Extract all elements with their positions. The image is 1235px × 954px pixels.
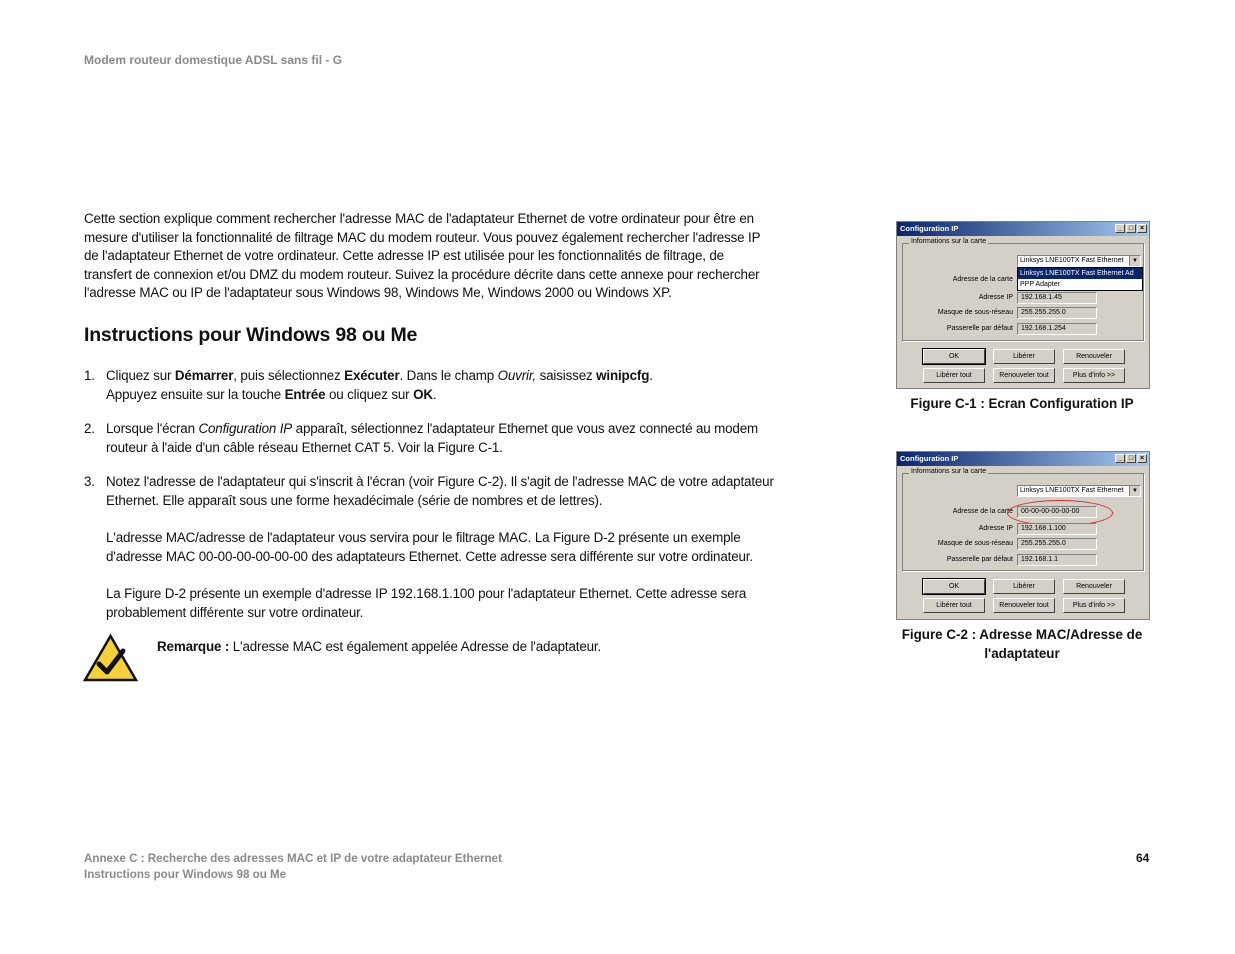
footer-section: Instructions pour Windows 98 ou Me [84, 868, 287, 881]
dialog-titlebar [897, 222, 1149, 236]
checkmark-note-icon [83, 634, 138, 682]
gateway-field: 192.168.1.254 [1017, 323, 1097, 335]
ip-config-dialog-1 [896, 221, 1150, 389]
mask-field: 255.255.255.0 [1017, 538, 1097, 550]
text: . [649, 368, 653, 383]
note-label: Remarque : [157, 639, 230, 654]
dialog-titlebar [897, 452, 1149, 466]
footer-chapter: Annexe C : Recherche des adresses MAC et IP de votre adaptateur Ethernet [84, 852, 502, 865]
text: apparaît, sélectionnez l'adaptateur Ethernet que vous avez connecté au modem routeur à l'aide d'un câble réseau Ethernet CAT 5. Voir la Figure C-1. [106, 421, 759, 455]
text: . Dans le champ [399, 368, 498, 383]
step-3-paragraph-1: Notez l'adresse de l'adaptateur qui s'inscrit à l'écran (voir Figure C-2). Il s'agit de l'adresse MAC de votre adaptateur Ethernet. Elle apparaît sous une forme hexadécimale (série de nombres et de lettres). [106, 474, 774, 508]
adapter-select-value: Linksys LNE100TX Fast Ethernet [1020, 257, 1124, 264]
adapter-dropdown-list [1017, 267, 1143, 291]
section-title: Instructions pour Windows 98 ou Me [84, 324, 418, 346]
release-all-button[interactable]: Libérer tout [923, 368, 985, 383]
step-3-paragraph-2: L'adresse MAC/adresse de l'adaptateur vous servira pour le filtrage MAC. La Figure D-2 présente un exemple d'adresse MAC 00-00-00-00-00-00 des adaptateurs Ethernet. Cette adresse sera différente sur votre ordinateur. [106, 530, 753, 564]
renew-button[interactable]: Renouveler [1063, 349, 1125, 364]
bold-text: Démarrer [174, 368, 234, 383]
chevron-down-icon[interactable]: ▼ [1129, 486, 1140, 496]
step-3-paragraph-3: La Figure D-2 présente un exemple d'adresse IP 192.168.1.100 pour l'adaptateur Ethernet. Cette adresse sera probablement différente sur votre ordinateur. [106, 586, 747, 620]
text: Lorsque l'écran [106, 421, 199, 436]
step-number: 3. [84, 474, 95, 489]
step-number: 1. [84, 368, 95, 383]
gateway-field: 192.168.1.1 [1017, 554, 1097, 566]
footer [84, 851, 502, 883]
adapter-select-value: Linksys LNE100TX Fast Ethernet [1020, 487, 1124, 494]
ip-config-dialog-2 [896, 451, 1150, 620]
minimize-icon[interactable]: _ [1115, 454, 1125, 463]
page-number: 64 [1136, 851, 1150, 865]
more-info-button[interactable]: Plus d'info >> [1063, 598, 1125, 613]
renew-all-button[interactable]: Renouveler tout [993, 368, 1055, 383]
note-text: L'adresse MAC est également appelée Adresse de l'adaptateur. [229, 639, 602, 654]
more-info-button[interactable]: Plus d'info >> [1063, 368, 1125, 383]
dialog-title: Configuration IP [900, 224, 959, 233]
group-label: Informations sur la carte [911, 238, 987, 245]
italic-text: Ouvrir, [497, 368, 536, 383]
gateway-label: Passerelle par défaut [946, 556, 1013, 563]
mask-label: Masque de sous-réseau [937, 309, 1013, 316]
adapter-label: Adresse de la carte [952, 276, 1013, 283]
dropdown-option[interactable]: PPP Adapter [1020, 281, 1060, 288]
bold-text: Entrée [284, 386, 326, 402]
italic-text: Configuration IP [198, 421, 293, 436]
step-1 [84, 367, 774, 404]
text: . [432, 386, 437, 402]
mask-field: 255.255.255.0 [1017, 307, 1097, 319]
figure-c2-caption [896, 625, 1148, 663]
chevron-down-icon[interactable]: ▼ [1129, 256, 1140, 266]
adapter-select[interactable] [1017, 485, 1141, 497]
caption-line: l'adaptateur [984, 646, 1060, 661]
text: ou cliquez sur [325, 386, 414, 402]
group-label: Informations sur la carte [911, 468, 987, 475]
close-icon[interactable]: × [1137, 224, 1147, 233]
step-3 [84, 473, 774, 623]
ip-field: 192.168.1.45 [1017, 292, 1097, 304]
bold-text: OK [413, 386, 433, 402]
text: saisissez [536, 368, 597, 383]
minimize-icon[interactable]: _ [1115, 224, 1125, 233]
text: , puis sélectionnez [233, 368, 345, 383]
note [157, 638, 757, 657]
renew-button[interactable]: Renouveler [1063, 579, 1125, 594]
text: Appuyez ensuite sur la touche [106, 386, 285, 402]
mask-label: Masque de sous-réseau [937, 540, 1013, 547]
step-number: 2. [84, 421, 95, 436]
bold-text: Exécuter [344, 368, 400, 383]
figure-c1-caption: Figure C-1 : Ecran Configuration IP [910, 396, 1134, 411]
dropdown-option-selected[interactable]: Linksys LNE100TX Fast Ethernet Ad [1018, 268, 1142, 279]
gateway-label: Passerelle par défaut [946, 325, 1013, 332]
ok-button[interactable]: OK [923, 349, 985, 364]
maximize-icon[interactable]: □ [1126, 454, 1136, 463]
ip-label: Adresse IP [978, 294, 1013, 301]
dialog-title: Configuration IP [900, 454, 959, 463]
caption-line: Figure C-2 : Adresse MAC/Adresse de [901, 627, 1143, 642]
bold-text: winipcfg [596, 368, 650, 383]
ip-field: 192.168.1.100 [1017, 523, 1097, 535]
mac-address-field: 00-00-00-00-00-00 [1017, 506, 1097, 518]
intro-paragraph: Cette section explique comment rechercher l'adresse MAC de l'adaptateur Ethernet de votre ordinateur pour être en mesure d'utiliser la fonctionnalité de filtrage MAC du modem routeur. Vous pouvez également rechercher l'adresse IP de l'adaptateur Ethernet de votre ordinateur. Cette adresse IP est utilisée pour les fonctionnalités de filtrage, de transfert de connexion et/ou DMZ du modem routeur. Suivez la procédure décrite dans cette annexe pour rechercher l'adresse MAC ou IP de l'adaptateur sous Windows 98, Windows Me, Windows 2000 ou Windows XP. [84, 211, 761, 301]
running-header: Modem routeur domestique ADSL sans fil - G [84, 53, 343, 67]
release-all-button[interactable]: Libérer tout [923, 598, 985, 613]
release-button[interactable]: Libérer [993, 579, 1055, 594]
adapter-select[interactable] [1017, 255, 1141, 267]
ip-label: Adresse IP [978, 525, 1013, 532]
maximize-icon[interactable]: □ [1126, 224, 1136, 233]
release-button[interactable]: Libérer [993, 349, 1055, 364]
ok-button[interactable]: OK [923, 579, 985, 594]
text: Cliquez sur [106, 368, 175, 383]
step-2 [84, 420, 774, 457]
adapter-label: Adresse de la carte [952, 508, 1013, 515]
close-icon[interactable]: × [1137, 454, 1147, 463]
renew-all-button[interactable]: Renouveler tout [993, 598, 1055, 613]
